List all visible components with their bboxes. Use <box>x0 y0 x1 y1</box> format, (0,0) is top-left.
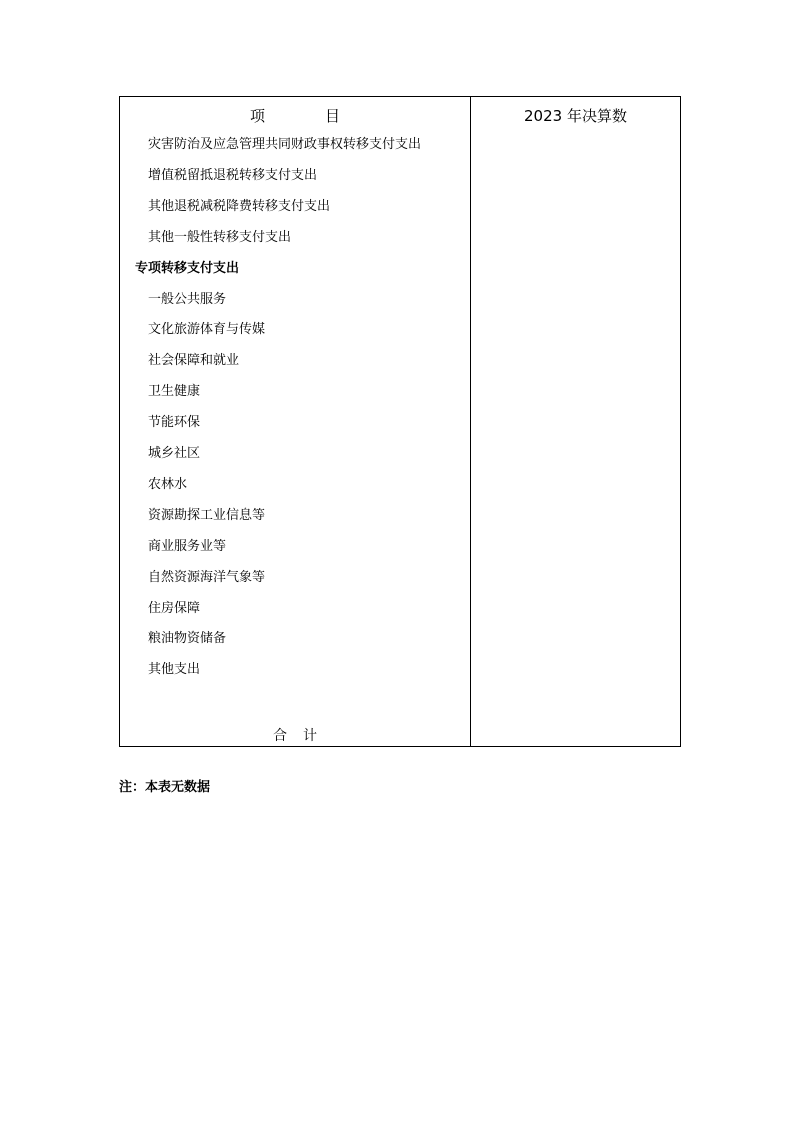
table-row: 一般公共服务 <box>148 291 227 307</box>
table-row: 城乡社区 <box>148 446 201 461</box>
table-row: 资源勘探工业信息等 <box>148 507 266 523</box>
header-item-label-right: 目 <box>325 107 341 125</box>
table-row: 社会保障和就业 <box>148 353 240 369</box>
header-item-label-left: 项 <box>249 107 265 125</box>
table-row: 农林水 <box>148 476 188 492</box>
table-row: 自然资源海洋气象等 <box>148 569 266 585</box>
table-row: 增值税留抵退税转移支付支出 <box>148 167 318 183</box>
budget-table <box>119 96 681 747</box>
table-row: 灾害防治及应急管理共同财政事权转移支付支出 <box>148 137 422 152</box>
table-row: 商业服务业等 <box>148 538 227 554</box>
total-label-left: 合 <box>273 728 287 744</box>
table-row: 住房保障 <box>148 600 201 616</box>
table-row: 文化旅游体育与传媒 <box>148 322 266 338</box>
total-label-right: 计 <box>303 728 317 744</box>
table-row: 其他退税减税降费转移支付支出 <box>148 198 331 214</box>
column-divider <box>470 97 471 746</box>
table-row: 其他支出 <box>148 662 201 678</box>
category-row: 专项转移支付支出 <box>135 260 240 276</box>
header-amount-column: 2023 年决算数 <box>524 107 627 125</box>
table-note: 注：本表无数据 <box>119 780 211 795</box>
total-row <box>120 725 470 745</box>
table-row: 粮油物资储备 <box>148 631 227 647</box>
table-row: 卫生健康 <box>148 384 201 400</box>
header-item-column <box>120 105 470 126</box>
table-row: 其他一般性转移支付支出 <box>148 229 292 245</box>
table-row: 节能环保 <box>148 415 201 431</box>
